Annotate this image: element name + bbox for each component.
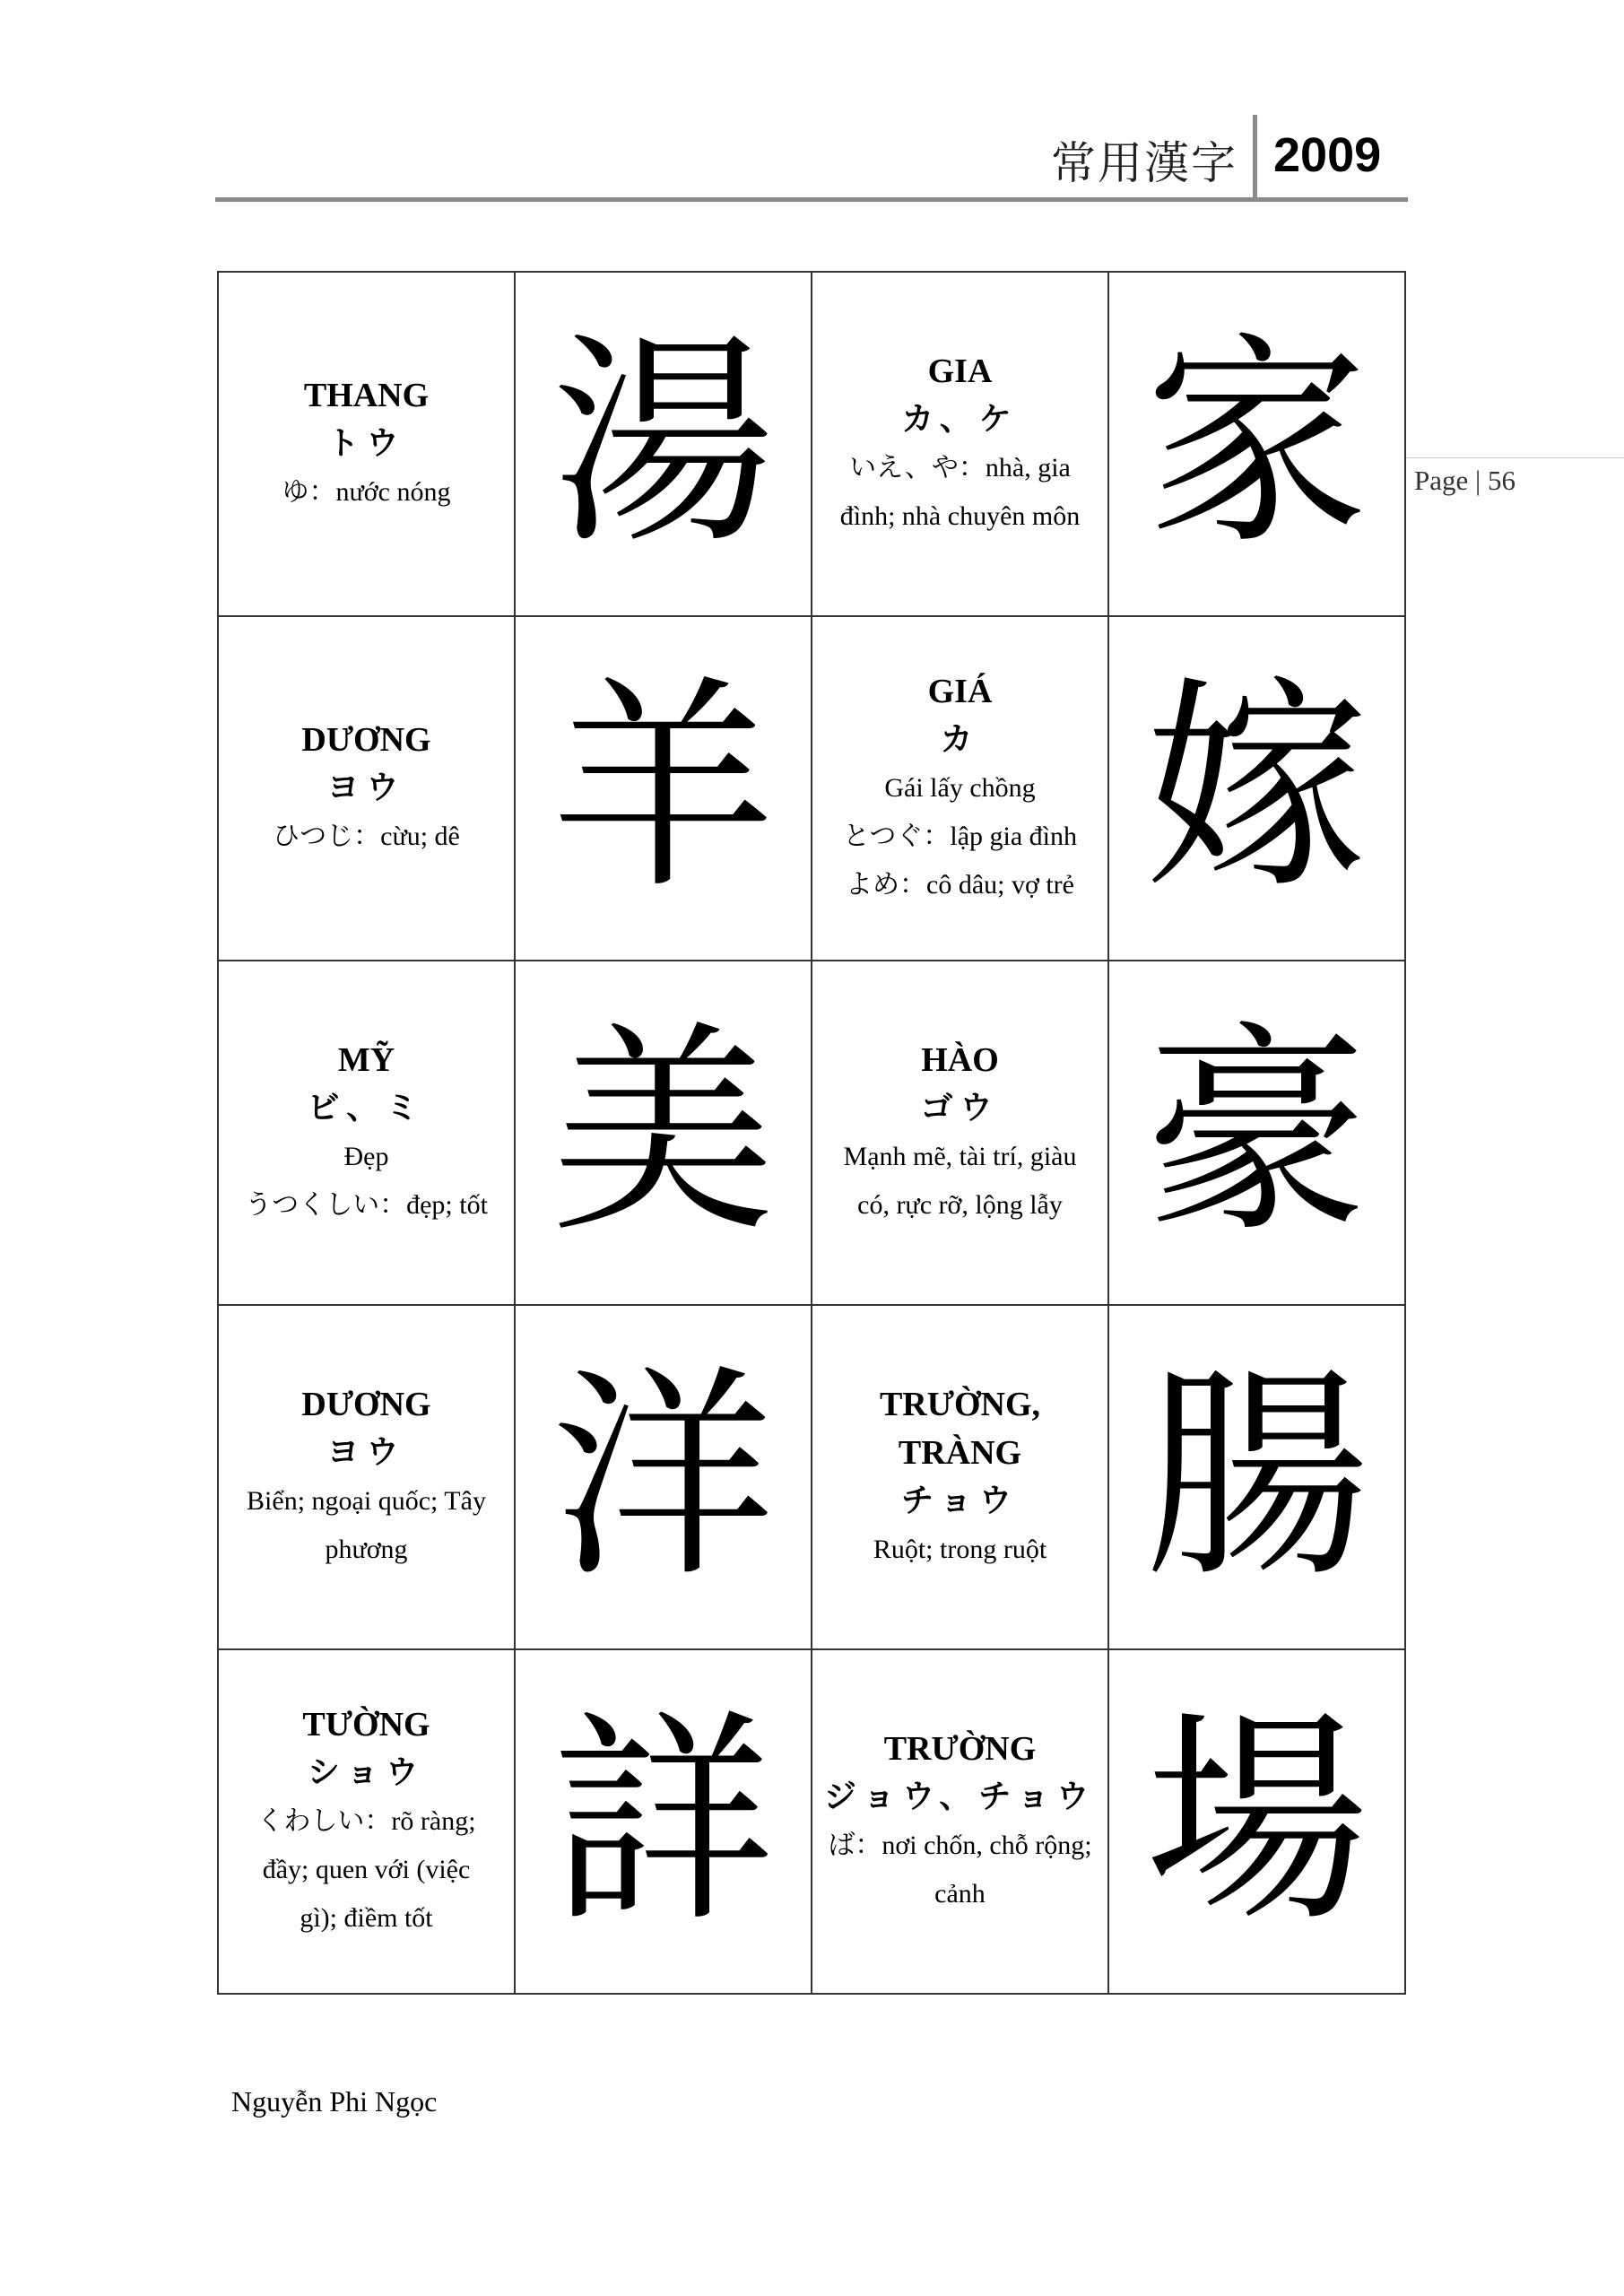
- meaning-line: có, rực rỡ, lộng lẫy: [857, 1190, 1063, 1220]
- onyomi-reading: ヨウ: [326, 770, 406, 806]
- kanji-info: [812, 1036, 1107, 1230]
- meaning-line: とつぐ：lập gia đình: [842, 822, 1078, 851]
- meaning-line: gì); điềm tốt: [300, 1903, 433, 1933]
- kanji-info: [219, 1700, 514, 1943]
- kanji-character: 家: [1144, 313, 1369, 574]
- kanji-info: [812, 1380, 1107, 1574]
- kanji-glyph-cell: [515, 616, 812, 961]
- onyomi-reading: カ、ケ: [901, 401, 1019, 438]
- meaning-line: ひつじ：cừu; dê: [273, 822, 460, 851]
- onyomi-reading: カ: [940, 721, 980, 758]
- onyomi-reading: ショウ: [307, 1754, 426, 1791]
- hanviet-reading: TƯỜNG: [302, 1706, 430, 1744]
- kanji-info: [219, 1036, 514, 1230]
- hanviet-reading: DƯƠNG: [301, 1386, 431, 1423]
- hanviet-reading: TRƯỜNG: [883, 1730, 1037, 1768]
- kanji-glyph-cell: [1108, 616, 1405, 961]
- onyomi-reading: ゴウ: [920, 1090, 1000, 1126]
- kanji-character: 湯: [551, 313, 776, 574]
- kanji-character: 嫁: [1144, 657, 1369, 918]
- kanji-row: [218, 1305, 1405, 1649]
- kanji-info-cell: [218, 1649, 515, 1994]
- hanviet-reading: MỸ: [337, 1041, 395, 1079]
- header-year: 2009: [1273, 128, 1382, 182]
- kanji-glyph-cell: [515, 1649, 812, 1994]
- kanji-character: 場: [1144, 1691, 1369, 1952]
- meaning-line: Đẹp: [343, 1142, 389, 1171]
- kanji-glyph-cell: [1108, 961, 1405, 1305]
- kanji-row: [218, 616, 1405, 961]
- onyomi-reading: チョウ: [901, 1483, 1019, 1519]
- hanviet-reading: GIÁ: [927, 673, 993, 710]
- kanji-info-cell: [812, 1649, 1108, 1994]
- meaning-line: Ruột; trong ruột: [873, 1535, 1047, 1564]
- kanji-info-cell: [812, 616, 1108, 961]
- kanji-info: [812, 347, 1107, 541]
- kanji-info-cell: [218, 961, 515, 1305]
- onyomi-reading: トウ: [326, 425, 406, 462]
- kanji-character: 美: [551, 1002, 776, 1263]
- meaning-line: いえ、や：nhà, gia: [849, 453, 1071, 483]
- kanji-character: 詳: [551, 1691, 776, 1952]
- hanviet-reading: TRÀNG: [898, 1434, 1022, 1472]
- page-number: Page | 56: [1414, 465, 1515, 496]
- meaning-line: đầy; quen với (việc: [262, 1855, 471, 1884]
- kanji-glyph-cell: [1108, 272, 1405, 616]
- kanji-glyph-cell: [1108, 1649, 1405, 1994]
- kanji-row: [218, 961, 1405, 1305]
- hanviet-reading: GIA: [927, 352, 993, 390]
- kanji-info: [812, 1725, 1107, 1918]
- meaning-line: ば：nơi chốn, chỗ rộng;: [828, 1831, 1092, 1860]
- meaning-line: phương: [325, 1535, 408, 1564]
- kanji-info: [219, 371, 514, 517]
- kanji-character: 腸: [1144, 1346, 1369, 1607]
- meaning-line: Biển; ngoại quốc; Tây: [247, 1486, 486, 1516]
- meaning-line: Mạnh mẽ, tài trí, giàu: [843, 1142, 1077, 1171]
- meaning-line: うつくしい：đẹp; tốt: [245, 1190, 488, 1220]
- kanji-glyph-cell: [515, 1305, 812, 1649]
- meaning-line: よめ：cô dâu; vợ trẻ: [846, 870, 1074, 900]
- kanji-glyph-cell: [1108, 1305, 1405, 1649]
- kanji-info-cell: [218, 272, 515, 616]
- onyomi-reading: ヨウ: [326, 1434, 406, 1471]
- hanviet-reading: THANG: [303, 377, 430, 414]
- kanji-info-cell: [218, 616, 515, 961]
- kanji-info: [219, 716, 514, 861]
- kanji-glyph-cell: [515, 272, 812, 616]
- header-rule: [215, 197, 1408, 202]
- kanji-row: [218, 1649, 1405, 1994]
- kanji-character: 豪: [1144, 1002, 1369, 1263]
- meaning-line: ゆ：nước nóng: [282, 477, 451, 507]
- hanviet-reading: DƯƠNG: [301, 721, 431, 759]
- header-title: 常用漢字: [1051, 137, 1238, 189]
- kanji-info-cell: [218, 1305, 515, 1649]
- kanji-table: [217, 271, 1406, 1995]
- page-header: [215, 115, 1408, 206]
- kanji-info: [812, 667, 1107, 909]
- header-divider: [1253, 115, 1257, 200]
- onyomi-reading: ビ、ミ: [307, 1090, 426, 1126]
- kanji-info-cell: [812, 961, 1108, 1305]
- meaning-line: đình; nhà chuyên môn: [839, 501, 1081, 531]
- kanji-row: [218, 272, 1405, 616]
- kanji-info: [219, 1380, 514, 1574]
- kanji-info-cell: [812, 272, 1108, 616]
- meaning-line: Gái lấy chồng: [884, 773, 1036, 803]
- onyomi-reading: ジョウ、チョウ: [823, 1779, 1097, 1815]
- kanji-character: 洋: [551, 1346, 776, 1607]
- kanji-glyph-cell: [515, 961, 812, 1305]
- page-number-rule: [1406, 457, 1624, 458]
- footer-author: Nguyễn Phi Ngọc: [231, 2085, 438, 2118]
- meaning-line: くわしい：rõ ràng;: [256, 1806, 476, 1836]
- meaning-line: cảnh: [934, 1879, 986, 1909]
- hanviet-reading: TRƯỜNG,: [879, 1386, 1041, 1423]
- hanviet-reading: HÀO: [921, 1041, 999, 1079]
- kanji-info-cell: [812, 1305, 1108, 1649]
- kanji-character: 羊: [551, 657, 776, 918]
